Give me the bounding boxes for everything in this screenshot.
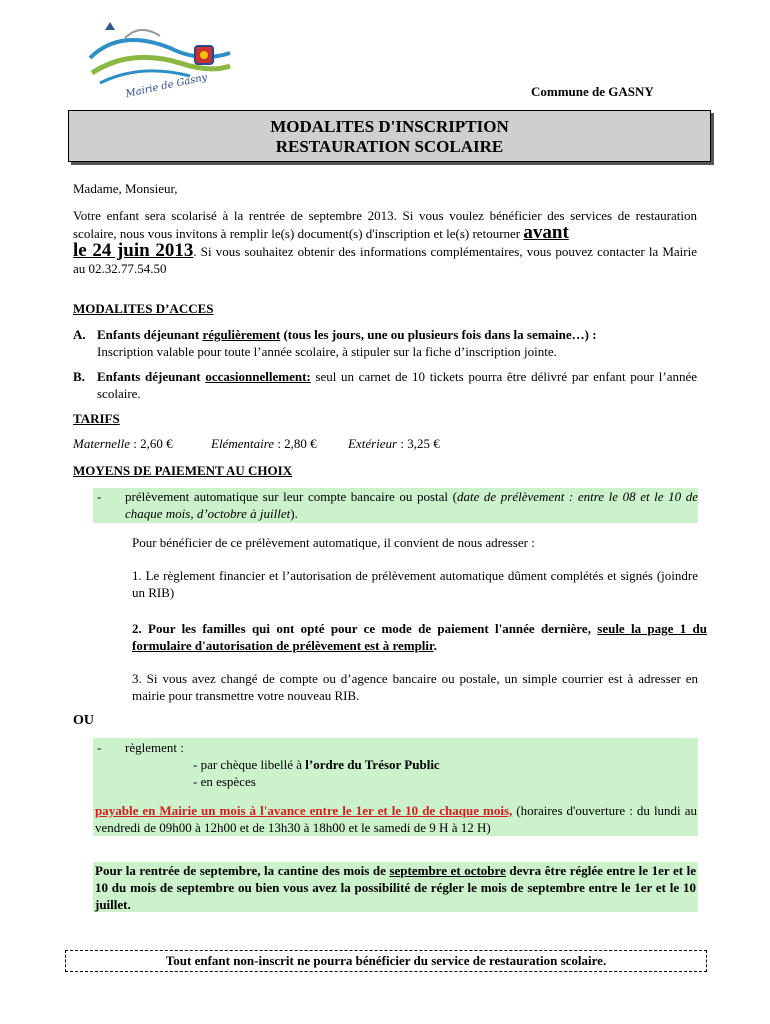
- greeting: Madame, Monsieur,: [73, 181, 178, 196]
- cheque-line: - par chèque libellé à l’ordre du Trésor Public: [193, 757, 440, 772]
- title-line-2: RESTAURATION SCOLAIRE: [275, 137, 504, 156]
- tarif-exterieur: Extérieur : 3,25 €: [348, 436, 440, 451]
- access-heading: MODALITES D’ACCES: [73, 301, 214, 316]
- logo-text: Mairie de Gasny: [124, 71, 209, 101]
- prelevement-item-2: 2. Pour les familles qui ont opté pour ce mode de paiement l'année dernière, seule la page 1 du formulaire d'autorisation de prélèvement est à remplir.: [132, 621, 708, 653]
- prelevement-intro: Pour bénéficier de ce prélèvement automatique, il convient de nous adresser :: [132, 535, 535, 550]
- title-box: [68, 110, 711, 162]
- prelevement-item-3: 3. Si vous avez changé de compte ou d’agence bancaire ou postale, un simple courrier est à adresser en mairie pour transmettre votre nouveau RIB.: [132, 671, 698, 703]
- reglement-label: règlement :: [125, 740, 184, 755]
- tarifs-heading: TARIFS: [73, 411, 120, 426]
- access-item-b: B. Enfants déjeunant occasionnellement: seul un carnet de 10 tickets pourra être délivré par enfant pour l’année scolaire.: [73, 369, 698, 401]
- title-line-1: MODALITES D'INSCRIPTION: [270, 117, 509, 136]
- intro-paragraph: Votre enfant sera scolarisé à la rentrée de septembre 2013. Si vous voulez bénéficier des services de restauration scolaire, nous vous invitons à remplir le(s) document(s) d'inscription et le(s) retourner avant le 24 juin 2013. Si vous souhaitez obtenir des informations complémentaires, vous pouvez contacter la Mairie au 02.32.77.54.50: [73, 208, 697, 276]
- ou-label: OU: [73, 713, 94, 728]
- reglement-box: - règlement : - par chèque libellé à l’ordre du Trésor Public - en espèces payable en Mairie un mois à l'avance entre le 1er et le 10 de chaque mois, (horaires d'ouverture : du lundi au vendredi de 09h00 à 12h00 et de 13h30 à 18h00 et le samedi de 9 H à 12 H): [95, 740, 697, 835]
- payable-text: payable en Mairie un mois à l'avance entre le 1er et le 10 de chaque mois, (horaires d'ouverture : du lundi au vendredi de 09h00 à 12h00 et de 13h30 à 18h00 et le samedi de 9 H à 12 H): [95, 803, 697, 835]
- avant-word: avant: [523, 222, 569, 243]
- commune-label: Commune de GASNY: [531, 84, 654, 99]
- paiement-heading: MOYENS DE PAIEMENT AU CHOIX: [73, 463, 293, 478]
- rentree-box: Pour la rentrée de septembre, la cantine des mois de septembre et octobre devra être réglée entre le 1er et le 10 du mois de septembre ou bien vous avez la possibilité de régler le mois de septembre entre le 1er et le 10 juillet.: [95, 863, 696, 912]
- access-item-a: A. Enfants déjeunant régulièrement (tous les jours, une ou plusieurs fois dans la semaine…) : Inscription valable pour toute l’année scolaire, à stipuler sur la fiche d’inscription jointe.: [73, 327, 597, 359]
- prelevement-item-1: 1. Le règlement financier et l’autorisation de prélèvement automatique dûment complétés et signés (joindre un RIB): [132, 568, 698, 600]
- tarif-maternelle: Maternelle : 2,60 €: [73, 436, 173, 451]
- deadline-date: le 24 juin 2013: [73, 240, 194, 261]
- mairie-logo: [80, 18, 240, 102]
- tarif-elementaire: Elémentaire : 2,80 €: [211, 436, 317, 451]
- prelevement-box: - prélèvement automatique sur leur compte bancaire ou postal (date de prélèvement : entre le 08 et le 10 de chaque mois, d’octobre à juillet).: [93, 488, 698, 523]
- especes-line: - en espèces: [193, 774, 256, 789]
- footer-notice: Tout enfant non-inscrit ne pourra bénéficier du service de restauration scolaire.: [65, 950, 707, 972]
